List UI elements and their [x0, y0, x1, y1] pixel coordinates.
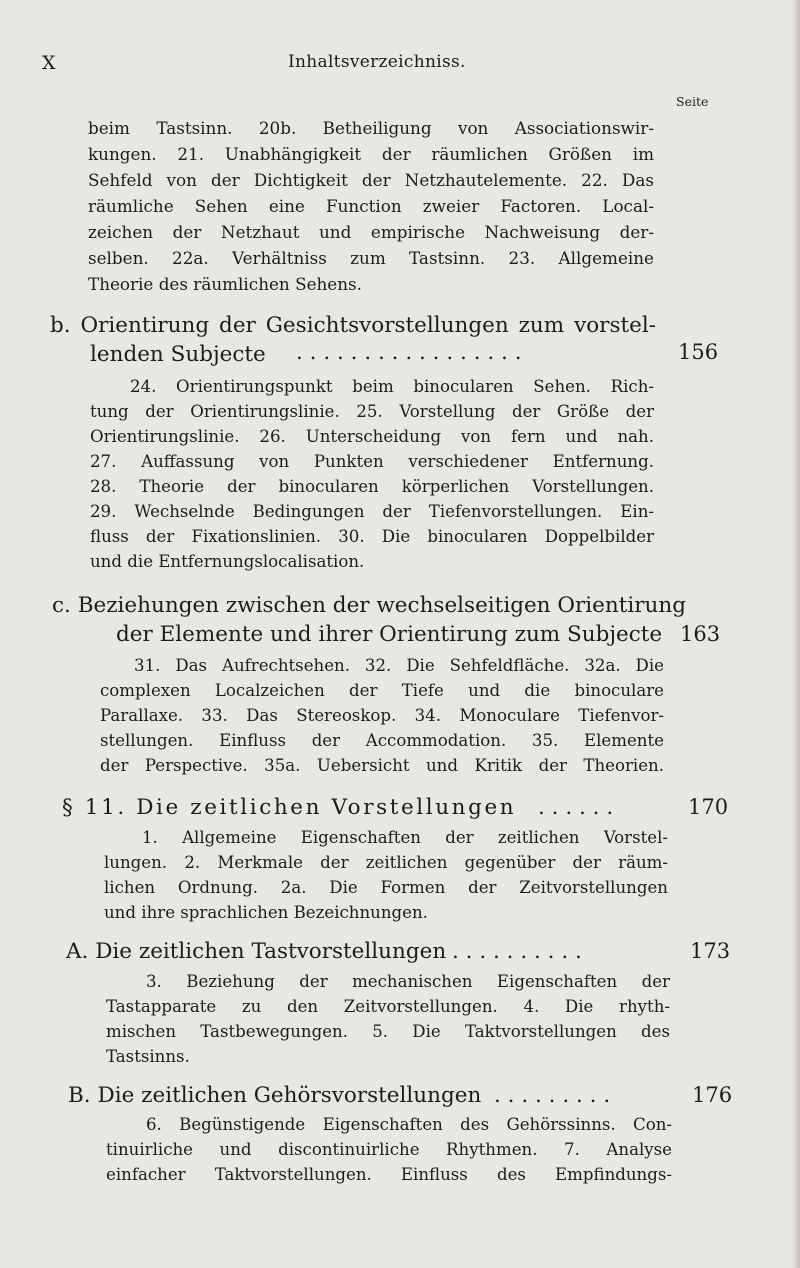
- intro-line: räumliche Sehen eine Function zweier Factoren. Local-: [88, 196, 654, 216]
- toc-desc-line: lichen Ordnung. 2a. Die Formen der Zeitvorstellungen: [104, 878, 668, 897]
- toc-page-156: 156: [678, 340, 719, 364]
- running-head: Inhaltsverzeichniss.: [288, 52, 466, 72]
- toc-desc-line: der Perspective. 35a. Uebersicht und Kritik der Theorien.: [100, 756, 664, 775]
- toc-desc-line: 28. Theorie der binocularen körperlichen Vorstellungen.: [90, 477, 654, 496]
- toc-page-163: 163: [680, 622, 721, 646]
- toc-page-170: 170: [688, 795, 729, 819]
- toc-heading-c-cont: der Elemente und ihrer Orientirung zum Subjecte: [116, 622, 663, 647]
- intro-line: Sehfeld von der Dichtigkeit der Netzhautelemente. 22. Das: [88, 170, 654, 190]
- toc-heading-c: c. Beziehungen zwischen der wechselseitigen Orientirung: [52, 593, 686, 618]
- toc-desc-line: 1. Allgemeine Eigenschaften der zeitlichen Vorstel-: [142, 828, 668, 847]
- intro-line: zeichen der Netzhaut und empirische Nachweisung der-: [88, 222, 654, 242]
- toc-desc-line: mischen Tastbewegungen. 5. Die Taktvorstellungen des: [106, 1022, 670, 1041]
- intro-line: kungen. 21. Unabhängigkeit der räumlichen Größen im: [88, 144, 654, 164]
- intro-line: beim Tastsinn. 20b. Betheiligung von Associationswir-: [88, 118, 654, 138]
- leader-dots: . . . . . . . . .: [494, 1083, 611, 1108]
- toc-desc-line: tinuirliche und discontinuirliche Rhythmen. 7. Analyse: [106, 1140, 672, 1159]
- toc-desc-line: Tastapparate zu den Zeitvorstellungen. 4. Die rhyth-: [106, 997, 670, 1016]
- toc-desc-line: Orientirungslinie. 26. Unterscheidung von fern und nah.: [90, 427, 654, 446]
- page-number: X: [42, 52, 56, 74]
- toc-desc-line: 27. Auffassung von Punkten verschiedener Entfernung.: [90, 452, 654, 471]
- toc-page-176: 176: [692, 1083, 733, 1107]
- toc-desc-line: tung der Orientirungslinie. 25. Vorstellung der Größe der: [90, 402, 654, 421]
- leader-dots: . . . . . . . . . . . . . . . . .: [296, 340, 522, 365]
- toc-heading-section-11: § 11. Die zeitlichen Vorstellungen: [62, 795, 517, 820]
- toc-desc-line: einfacher Taktvorstellungen. Einfluss des Empfindungs-: [106, 1165, 672, 1184]
- toc-desc-line: Parallaxe. 33. Das Stereoskop. 34. Monoculare Tiefenvor-: [100, 706, 664, 725]
- toc-desc-line: und die Entfernungslocalisation.: [90, 552, 365, 571]
- toc-desc-line: 24. Orientirungspunkt beim binocularen Sehen. Rich-: [130, 377, 654, 396]
- toc-desc-line: 3. Beziehung der mechanischen Eigenschaften der: [146, 972, 670, 991]
- toc-desc-line: stellungen. Einfluss der Accommodation. 35. Elemente: [100, 731, 664, 750]
- toc-desc-line: 31. Das Aufrechtsehen. 32. Die Sehfeldfläche. 32a. Die: [134, 656, 664, 675]
- toc-heading-b-cont: lenden Subjecte: [90, 342, 266, 367]
- toc-heading-b: b. Orientirung der Gesichtsvorstellungen zum vorstel-: [50, 313, 656, 338]
- toc-heading-B: B. Die zeitlichen Gehörsvorstellungen: [68, 1083, 482, 1108]
- intro-line: Theorie des räumlichen Sehens.: [88, 274, 362, 294]
- toc-desc-line: lungen. 2. Merkmale der zeitlichen gegenüber der räum-: [104, 853, 668, 872]
- toc-desc-line: und ihre sprachlichen Bezeichnungen.: [104, 903, 428, 922]
- leader-dots: . . . . . .: [538, 795, 614, 820]
- toc-heading-A: A. Die zeitlichen Tastvorstellungen: [66, 939, 447, 964]
- intro-line: selben. 22a. Verhältniss zum Tastsinn. 23. Allgemeine: [88, 248, 654, 268]
- page-edge-shadow: [792, 0, 800, 1268]
- toc-desc-line: fluss der Fixationslinien. 30. Die binocularen Doppelbilder: [90, 527, 654, 546]
- toc-desc-line: Tastsinns.: [106, 1047, 190, 1066]
- leader-dots: . . . . . . . . . .: [452, 939, 582, 964]
- toc-desc-line: 6. Begünstigende Eigenschaften des Gehörssinns. Con-: [146, 1115, 672, 1134]
- toc-page-173: 173: [690, 939, 731, 963]
- toc-desc-line: complexen Localzeichen der Tiefe und die binoculare: [100, 681, 664, 700]
- toc-desc-line: 29. Wechselnde Bedingungen der Tiefenvorstellungen. Ein-: [90, 502, 654, 521]
- column-label-seite: Seite: [676, 94, 709, 109]
